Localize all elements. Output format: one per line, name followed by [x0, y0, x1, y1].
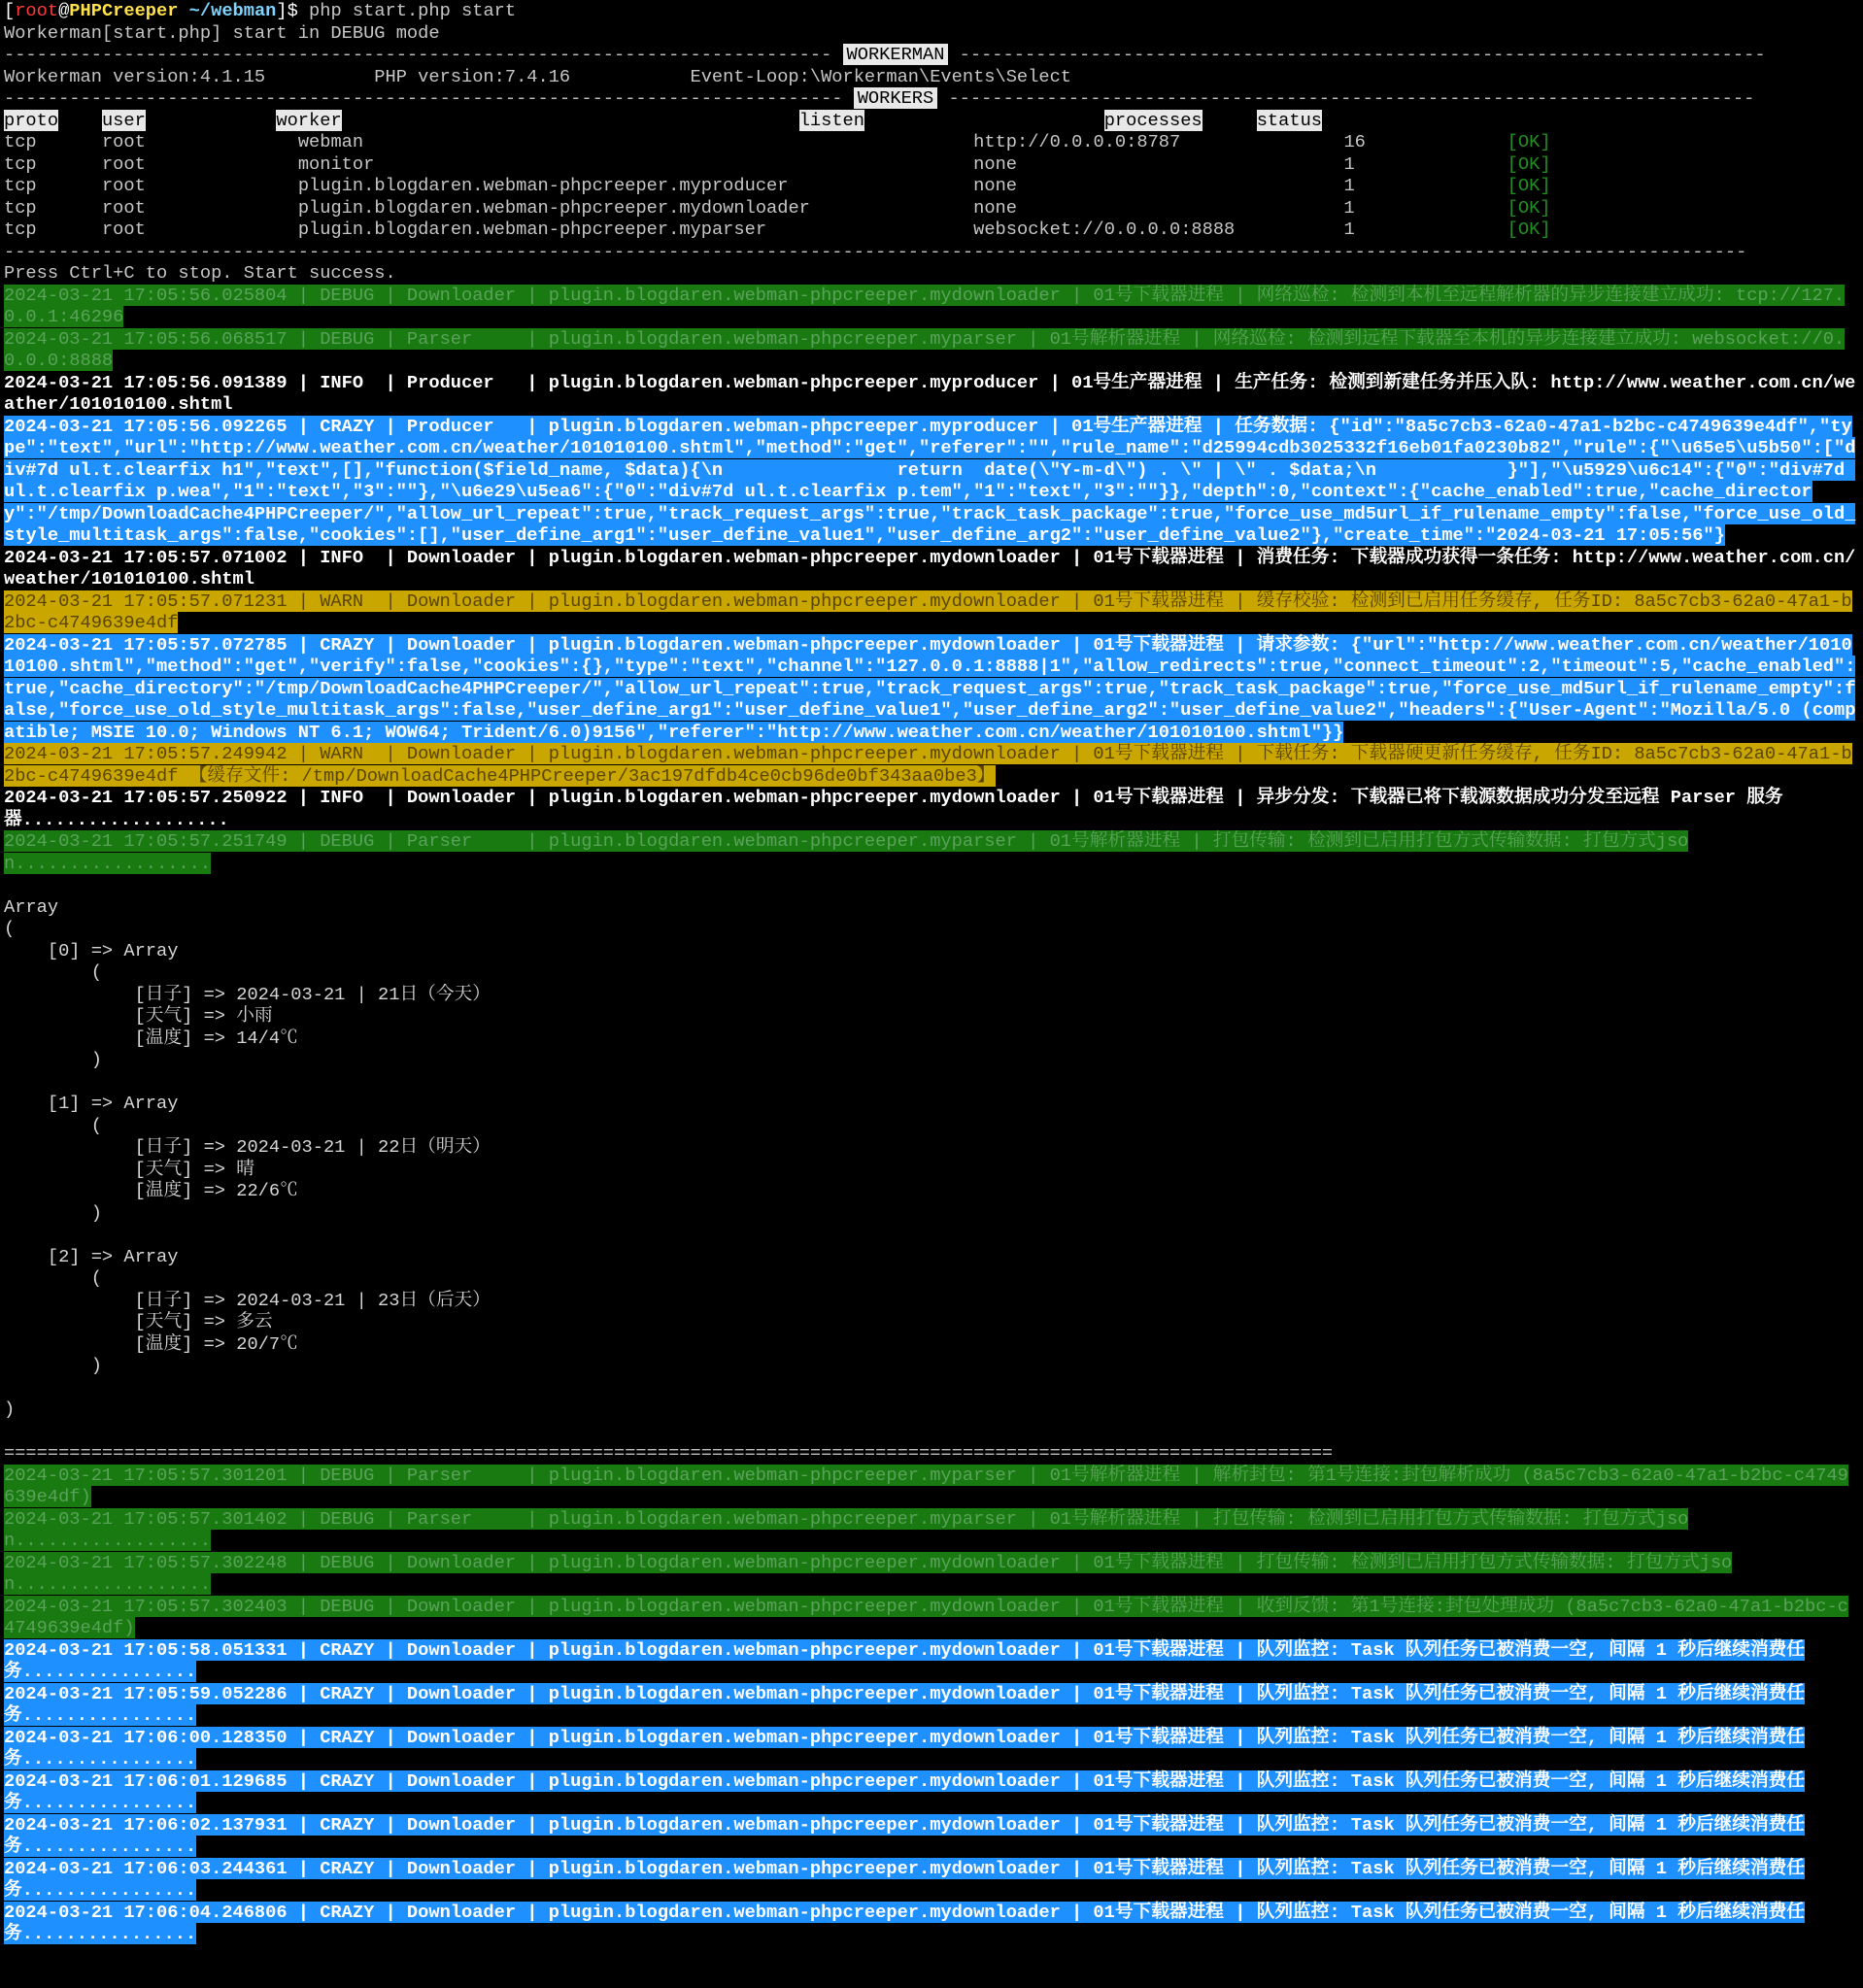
cell-user: root: [101, 175, 146, 196]
worker-row: [4, 131, 1857, 153]
log-text: 2024-03-21 17:05:56.092265 | CRAZY | Producer | plugin.blogdaren.webman-phpcreeper.myproducer | 01号生产器进程 | 任务数据: {"id":"8a5c7cb3-62a0-47a1-b2bc-c4749639e4df","type":"text","url":"http://www.weather.com.cn/weather/101010100.shtml","method":"get","referer":"","rule_name":"d25994cdb3025332f16eb01fa0230b82","rule":{"\u65e5\u5b50":["div#7d ul.t.clearfix h1","text",[],"function($field_name, $data){\n return date(\"Y-m-d\") . \" | \" . $data;\n }"],"\u5929\u6c14":{"0":"div#7d ul.t.clearfix p.wea","1":"text","3":""},"\u6e29\u5ea6":{"0":"div#7d ul.t.clearfix p.tem","1":"text","3":""}},"depth":0,"context":{"cache_enabled":true,"cache_directory":"/tmp/DownloadCache4PHPCreeper/","allow_url_repeat":true,"track_request_args":true,"track_task_package":true,"force_use_md5url_if_rulename_empty":false,"force_use_old_style_multitask_args":false,"cookies":[],"user_define_arg1":"user_define_value1","user_define_arg2":"user_define_value2"},"create_time":"2024-03-21 17:05:56"}: [4, 415, 1856, 546]
log-entry-debug: [4, 1552, 1857, 1596]
prompt-user: root: [15, 0, 59, 21]
log-text: 2024-03-21 17:05:57.250922 | INFO | Downloader | plugin.blogdaren.webman-phpcreeper.mydownloader | 01号下载器进程 | 异步分发: 下载器已将下载源数据成功分发至远程 Parser 服务器...................: [4, 787, 1783, 830]
log-text: 2024-03-21 17:05:57.071231 | WARN | Downloader | plugin.blogdaren.webman-phpcreeper.mydownloader | 01号下载器进程 | 缓存校验: 检测到已启用任务缓存, 任务ID: 8a5c7cb3-62a0-47a1-b2bc-c4749639e4df: [4, 590, 1852, 633]
log-entry-warn: [4, 743, 1857, 787]
cell-status: [OK]: [1507, 219, 1551, 240]
parsed-array-output: [4, 896, 1857, 1421]
log-entry-debug: [4, 285, 1857, 328]
log-text: 2024-03-21 17:05:57.302403 | DEBUG | Downloader | plugin.blogdaren.webman-phpcreeper.mydownloader | 01号下载器进程 | 收到反馈: 第1号连接:封包处理成功 (8a5c7cb3-62a0-47a1-b2bc-c4749639e4df): [4, 1595, 1848, 1638]
array-item-open: (: [90, 961, 102, 983]
cell-status: [OK]: [1507, 196, 1551, 219]
log-entry-crazy: [4, 1814, 1857, 1858]
array-field-weather: [天气] => 小雨: [134, 1005, 273, 1027]
workers-table-header: [4, 110, 1857, 132]
cell-user: root: [101, 131, 146, 152]
array-close-paren: ): [4, 1398, 16, 1420]
log-entry-crazy: [4, 634, 1857, 744]
cell-worker: plugin.blogdaren.webman-phpcreeper.myparser: [297, 219, 767, 240]
log-text: 2024-03-21 17:05:59.052286 | CRAZY | Downloader | plugin.blogdaren.webman-phpcreeper.mydownloader | 01号下载器进程 | 队列监控: Task 队列任务已被消费一空, 间隔 1 秒后继续消费任务................: [4, 1682, 1806, 1726]
cell-user: root: [101, 219, 146, 240]
cell-proto: tcp: [4, 219, 37, 240]
log-text: 2024-03-21 17:05:56.025804 | DEBUG | Downloader | plugin.blogdaren.webman-phpcreeper.mydownloader | 01号下载器进程 | 网络巡检: 检测到本机至远程解析器的异步连接建立成功: tcp://127.0.0.1:46296: [4, 284, 1846, 327]
array-item-close: ): [90, 1049, 102, 1070]
cell-listen: none: [973, 152, 1017, 175]
cell-proto: tcp: [4, 196, 37, 219]
prompt-bracket: [: [4, 0, 16, 21]
log-entry-debug: [4, 1508, 1857, 1552]
worker-row: [4, 175, 1857, 197]
array-root-label: Array: [4, 895, 59, 918]
array-field-date: [日子] => 2024-03-21 | 22日（明天）: [134, 1136, 491, 1158]
array-item-index: [1] => Array: [47, 1093, 179, 1114]
log-entry-crazy: [4, 1858, 1857, 1902]
cell-status: [OK]: [1507, 131, 1551, 152]
log-entry-info: [4, 372, 1857, 416]
log-entry-info: [4, 787, 1857, 830]
log-text: 2024-03-21 17:05:57.301402 | DEBUG | Parser | plugin.blogdaren.webman-phpcreeper.myparser | 01号解析器进程 | 打包传输: 检测到已启用打包方式传输数据: 打包方式json..................: [4, 1507, 1689, 1551]
equals-separator: ==========================================================================================================================: [4, 1442, 1334, 1464]
array-field-temp: [温度] => 14/4℃: [134, 1027, 298, 1049]
log-entry-info: [4, 547, 1857, 590]
col-processes: processes: [1103, 109, 1202, 131]
workerman-badge: WORKERMAN: [843, 44, 949, 65]
cell-user: root: [101, 152, 146, 175]
log-entry-crazy: [4, 1683, 1857, 1727]
array-item-open: (: [90, 1114, 102, 1136]
log-text: 2024-03-21 17:05:57.302248 | DEBUG | Downloader | plugin.blogdaren.webman-phpcreeper.mydownloader | 01号下载器进程 | 打包传输: 检测到已启用打包方式传输数据: 打包方式json..................: [4, 1551, 1733, 1595]
array-item-close: ): [90, 1201, 102, 1224]
cell-proto: tcp: [4, 152, 37, 175]
log-text: 2024-03-21 17:06:00.128350 | CRAZY | Downloader | plugin.blogdaren.webman-phpcreeper.mydownloader | 01号下载器进程 | 队列监控: Task 队列任务已被消费一空, 间隔 1 秒后继续消费任务................: [4, 1726, 1806, 1769]
log-text: 2024-03-21 17:05:56.068517 | DEBUG | Parser | plugin.blogdaren.webman-phpcreeper.myparser | 01号解析器进程 | 网络巡检: 检测到远程下载器至本机的异步连接建立成功: websocket://0.0.0.0:8888: [4, 327, 1846, 371]
col-status: status: [1256, 109, 1323, 131]
log-block-top: [4, 285, 1857, 875]
cell-worker: plugin.blogdaren.webman-phpcreeper.myproducer: [297, 175, 789, 196]
cell-listen: none: [973, 175, 1017, 196]
log-text: 2024-03-21 17:05:57.249942 | WARN | Downloader | plugin.blogdaren.webman-phpcreeper.mydownloader | 01号下载器进程 | 下载任务: 下载器硬更新任务缓存, 任务ID: 8a5c7cb3-62a0-47a1-b2bc-c4749639e4df 【缓存文件: /tmp/DownloadCache4PHPCreeper/3ac197dfdb4ce0cb96de0bf343aa0be3】: [4, 743, 1852, 787]
cell-processes: 1: [1343, 219, 1355, 240]
log-text: 2024-03-21 17:05:57.251749 | DEBUG | Parser | plugin.blogdaren.webman-phpcreeper.myparser | 01号解析器进程 | 打包传输: 检测到已启用打包方式传输数据: 打包方式json..................: [4, 830, 1689, 874]
cell-worker: plugin.blogdaren.webman-phpcreeper.mydownloader: [297, 196, 810, 219]
log-block-bottom: [4, 1465, 1857, 1945]
log-entry-debug: [4, 830, 1857, 874]
worker-row: [4, 153, 1857, 176]
cell-status: [OK]: [1507, 152, 1551, 175]
table-end-separator: ----------------------------------------------------------------------------------------------------------------------------------------------------------------: [4, 240, 1747, 262]
workerman-separator: ---------------------------------------------------------------------------- WORKERMAN --------------------------------------------------------------------------: [4, 44, 1766, 65]
log-entry-crazy: [4, 1639, 1857, 1683]
cell-processes: 1: [1343, 152, 1355, 175]
log-entry-crazy: [4, 416, 1857, 547]
workers-badge: WORKERS: [854, 87, 938, 109]
log-text: 2024-03-21 17:06:03.244361 | CRAZY | Downloader | plugin.blogdaren.webman-phpcreeper.mydownloader | 01号下载器进程 | 队列监控: Task 队列任务已被消费一空, 间隔 1 秒后继续消费任务................: [4, 1857, 1806, 1901]
shell-command: php start.php start: [297, 0, 517, 21]
log-entry-debug: [4, 1596, 1857, 1639]
array-field-date: [日子] => 2024-03-21 | 23日（后天）: [134, 1289, 491, 1311]
cell-listen: http://0.0.0.0:8787: [973, 131, 1181, 152]
log-entry-debug: [4, 328, 1857, 372]
col-listen: listen: [798, 109, 864, 131]
cell-processes: 1: [1343, 175, 1355, 196]
array-field-weather: [天气] => 晴: [134, 1158, 254, 1180]
shell-prompt-line: [4, 0, 1857, 22]
cell-listen: none: [973, 196, 1017, 219]
log-text: 2024-03-21 17:05:58.051331 | CRAZY | Downloader | plugin.blogdaren.webman-phpcreeper.mydownloader | 01号下载器进程 | 队列监控: Task 队列任务已被消费一空, 间隔 1 秒后继续消费任务................: [4, 1638, 1806, 1682]
workers-separator: ----------------------------------------------------------------------------- WORKERS --------------------------------------------------------------------------: [4, 87, 1755, 109]
startup-line: Workerman[start.php] start in DEBUG mode: [4, 21, 440, 44]
col-proto: proto: [4, 109, 59, 131]
col-user: user: [101, 109, 146, 131]
prompt-at: @: [58, 0, 70, 21]
version-line: Workerman version:4.1.15 PHP version:7.4.16 Event-Loop:\Workerman\Events\Select: [4, 65, 1072, 87]
array-field-temp: [温度] => 20/7℃: [134, 1332, 298, 1355]
log-text: 2024-03-21 17:05:57.071002 | INFO | Downloader | plugin.blogdaren.webman-phpcreeper.mydownloader | 01号下载器进程 | 消费任务: 下载器成功获得一条任务: http://www.weather.com.cn/weather/101010100.shtml: [4, 546, 1856, 590]
log-text: 2024-03-21 17:06:02.137931 | CRAZY | Downloader | plugin.blogdaren.webman-phpcreeper.mydownloader | 01号下载器进程 | 队列监控: Task 队列任务已被消费一空, 间隔 1 秒后继续消费任务................: [4, 1813, 1806, 1857]
prompt-path: ~/webman: [188, 0, 277, 21]
log-text: 2024-03-21 17:06:04.246806 | CRAZY | Downloader | plugin.blogdaren.webman-phpcreeper.mydownloader | 01号下载器进程 | 队列监控: Task 队列任务已被消费一空, 间隔 1 秒后继续消费任务................: [4, 1901, 1806, 1944]
log-entry-crazy: [4, 1727, 1857, 1770]
cell-proto: tcp: [4, 131, 37, 152]
worker-row: [4, 219, 1857, 241]
log-text: 2024-03-21 17:05:57.072785 | CRAZY | Downloader | plugin.blogdaren.webman-phpcreeper.mydownloader | 01号下载器进程 | 请求参数: {"url":"http://www.weather.com.cn/weather/101010100.shtml","method":"get","verify":false,"cookies":{},"type":"text","channel":"127.0.0.1:8888|1","allow_redirects":true,"connect_timeout":2,"timeout":5,"cache_enabled":true,"cache_directory":"/tmp/DownloadCache4PHPCreeper/","allow_url_repeat":true,"track_request_args":true,"track_task_package":true,"force_use_md5url_if_rulename_empty":false,"force_use_old_style_multitask_args":false,"user_define_arg1":"user_define_value1","user_define_arg2":"user_define_value2","headers":{"User-Agent":"Mozilla/5.0 (compatible; MSIE 10.0; Windows NT 6.1; WOW64; Trident/6.0)9156","referer":"http://www.weather.com.cn/weather/101010100.shtml"}}: [4, 633, 1856, 743]
prompt-host: PHPCreeper: [69, 0, 179, 21]
log-entry-debug: [4, 1465, 1857, 1508]
cell-worker: monitor: [297, 152, 375, 175]
log-text: 2024-03-21 17:05:57.301201 | DEBUG | Parser | plugin.blogdaren.webman-phpcreeper.myparser | 01号解析器进程 | 解析封包: 第1号连接:封包解析成功 (8a5c7cb3-62a0-47a1-b2bc-c4749639e4df): [4, 1464, 1848, 1507]
worker-row: [4, 197, 1857, 219]
start-success-line: Press Ctrl+C to stop. Start success.: [4, 262, 396, 284]
array-item-index: [2] => Array: [47, 1245, 179, 1267]
array-item-close: ): [90, 1355, 102, 1376]
cell-status: [OK]: [1507, 175, 1551, 196]
array-field-date: [日子] => 2024-03-21 | 21日（今天）: [134, 983, 491, 1005]
array-field-weather: [天气] => 多云: [134, 1311, 273, 1332]
cell-worker: webman: [297, 131, 364, 152]
log-text: 2024-03-21 17:05:56.091389 | INFO | Producer | plugin.blogdaren.webman-phpcreeper.myproducer | 01号生产器进程 | 生产任务: 检测到新建任务并压入队: http://www.weather.com.cn/weather/101010100.shtml: [4, 371, 1856, 415]
cell-processes: 1: [1343, 196, 1355, 219]
log-entry-crazy: [4, 1902, 1857, 1945]
log-entry-warn: [4, 590, 1857, 634]
array-item-open: (: [90, 1267, 102, 1289]
array-item-index: [0] => Array: [47, 939, 179, 961]
array-field-temp: [温度] => 22/6℃: [134, 1180, 298, 1201]
array-open-paren: (: [4, 918, 16, 939]
cell-processes: 16: [1343, 131, 1366, 152]
cell-user: root: [101, 196, 146, 219]
col-worker: worker: [276, 109, 342, 131]
prompt-suffix: ]$: [276, 0, 298, 21]
terminal-output[interactable]: [4, 0, 1857, 1945]
workers-table: [4, 110, 1857, 241]
log-entry-crazy: [4, 1770, 1857, 1814]
log-text: 2024-03-21 17:06:01.129685 | CRAZY | Downloader | plugin.blogdaren.webman-phpcreeper.mydownloader | 01号下载器进程 | 队列监控: Task 队列任务已被消费一空, 间隔 1 秒后继续消费任务................: [4, 1769, 1806, 1813]
cell-proto: tcp: [4, 175, 37, 196]
cell-listen: websocket://0.0.0.0:8888: [973, 219, 1236, 240]
